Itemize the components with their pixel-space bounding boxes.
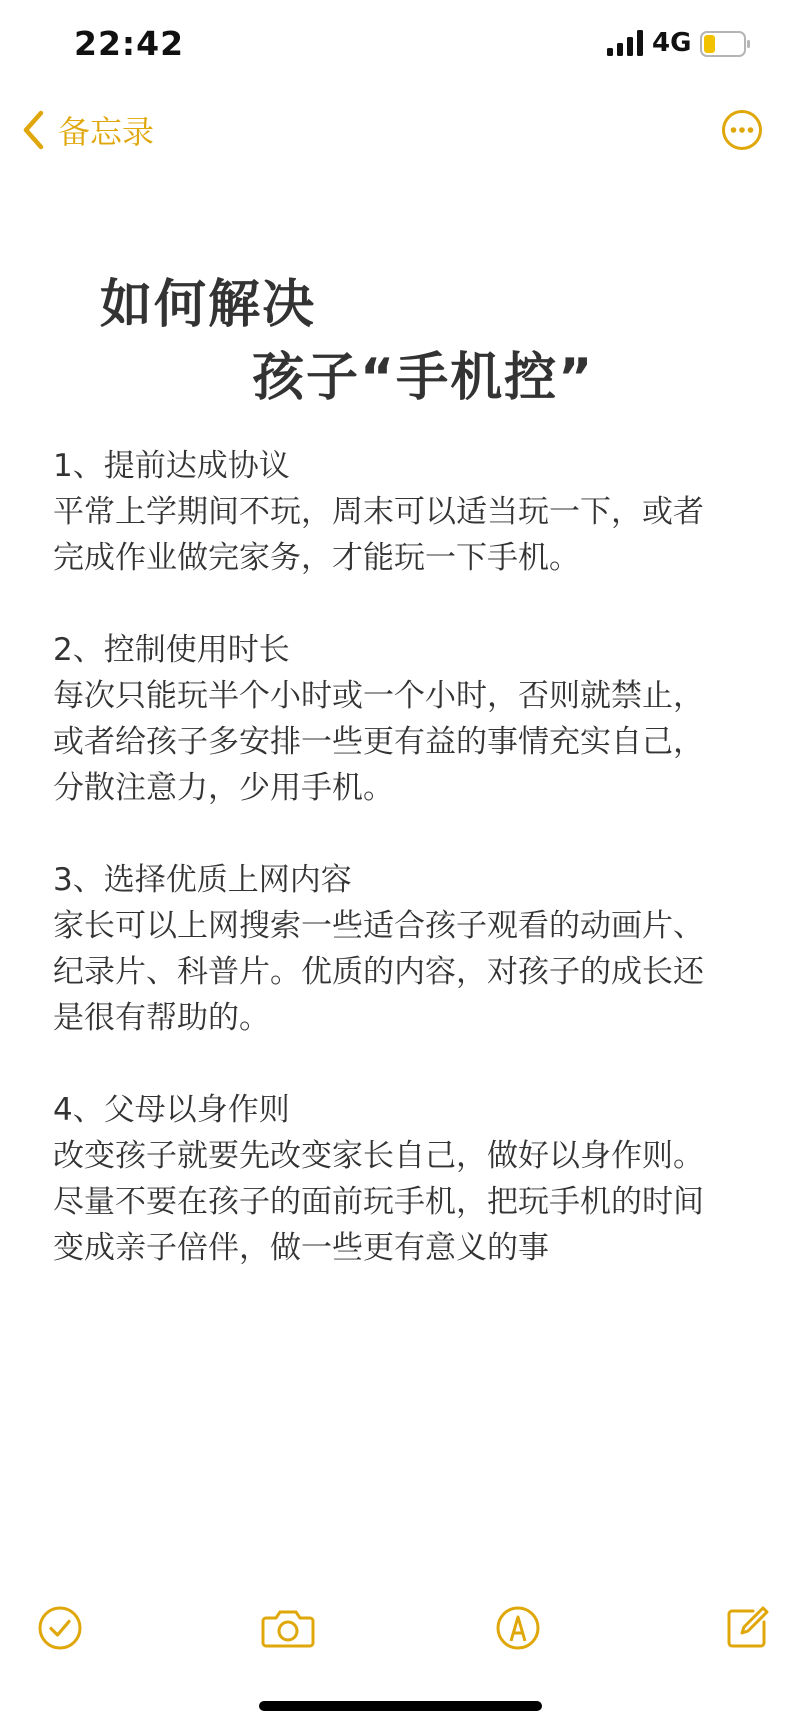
battery-low-icon	[700, 31, 752, 57]
note-section	[53, 443, 753, 581]
status-time: 22:42	[74, 24, 185, 63]
status-bar	[0, 0, 800, 90]
note-body[interactable]	[53, 443, 753, 1317]
section-text-line: 变成亲子倍伴，做一些更有意义的事	[53, 1230, 549, 1266]
note-section	[53, 1087, 753, 1271]
cellular-signal-icon	[607, 30, 645, 56]
chevron-left-icon	[22, 110, 44, 150]
section-text-line: 家长可以上网搜索一些适合孩子观看的动画片、	[53, 908, 704, 944]
checklist-icon[interactable]	[36, 1604, 84, 1652]
home-indicator[interactable]	[259, 1701, 542, 1711]
section-heading: 3、选择优质上网内容	[53, 862, 352, 898]
section-text-line: 每次只能玩半个小时或一个小时，否则就禁止，	[53, 678, 704, 714]
section-text-line: 是很有帮助的。	[53, 1000, 270, 1036]
section-heading: 4、父母以身作则	[53, 1092, 290, 1128]
more-options-icon[interactable]	[721, 109, 763, 151]
note-subtitle: 孩子“手机控”	[252, 348, 595, 408]
note-section	[53, 857, 753, 1041]
back-button[interactable]	[22, 106, 154, 154]
note-section	[53, 627, 753, 811]
section-heading: 1、提前达成协议	[53, 448, 290, 484]
note-title: 如何解决	[100, 275, 317, 335]
section-text-line: 或者给孩子多安排一些更有益的事情充实自己，	[53, 724, 704, 760]
section-text-line: 改变孩子就要先改变家长自己，做好以身作则。	[53, 1138, 704, 1174]
camera-icon[interactable]	[261, 1604, 315, 1652]
section-text-line: 平常上学期间不玩，周末可以适当玩一下，或者	[53, 494, 704, 530]
markup-pen-icon[interactable]	[494, 1604, 542, 1652]
section-text-line: 纪录片、科普片。优质的内容，对孩子的成长还	[53, 954, 704, 990]
section-text-line: 分散注意力，少用手机。	[53, 770, 394, 806]
section-text-line: 尽量不要在孩子的面前玩手机，把玩手机的时间	[53, 1184, 704, 1220]
compose-icon[interactable]	[723, 1604, 771, 1652]
section-heading: 2、控制使用时长	[53, 632, 290, 668]
back-button-label: 备忘录	[58, 113, 155, 151]
network-type-label: 4G	[652, 28, 692, 58]
section-text-line: 完成作业做完家务，才能玩一下手机。	[53, 540, 580, 576]
